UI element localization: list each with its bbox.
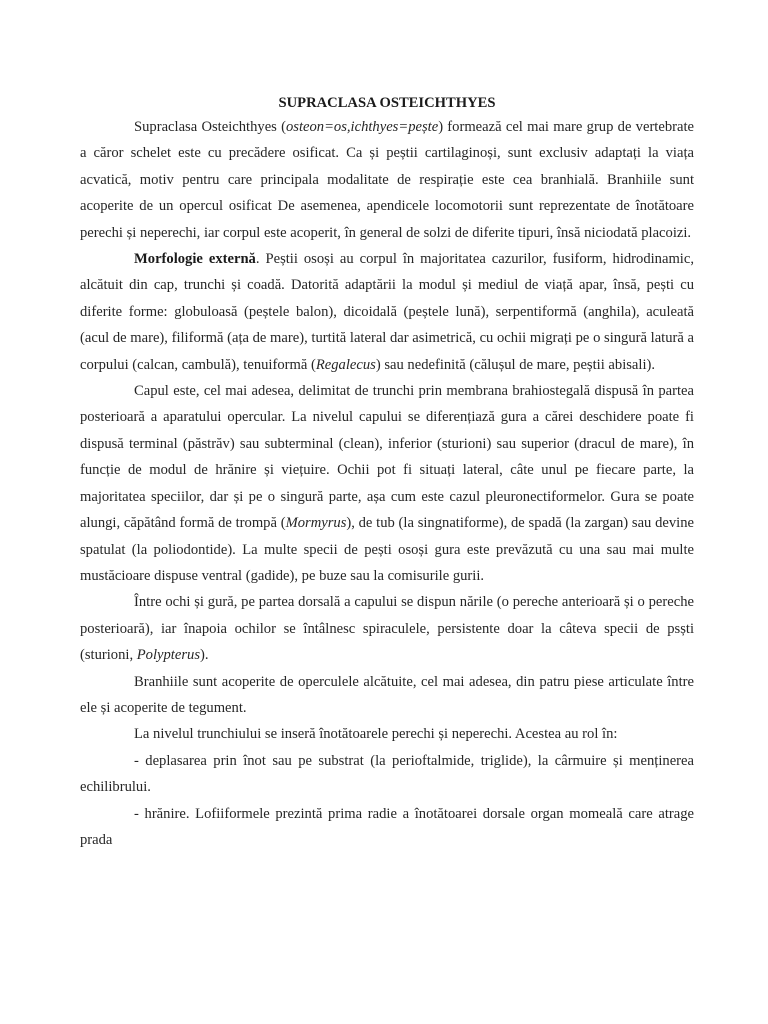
paragraph-external-morphology (80, 246, 694, 378)
document-title: SUPRACLASA OSTEICHTHYES (278, 95, 496, 111)
section-heading-morphology: Morfologie externă (134, 251, 256, 268)
text-run: Între ochi și gură, pe partea dorsală a capului se dispun nările (o pereche anterioară și o pereche posterioară), iar înapoia ochilor se întâlnesc spiraculele, persistente doar la câteva specii de psști (sturioni, (80, 594, 694, 664)
text-run: La nivelul trunchiului se inseră înotătoarele perechi și neperechi. Acestea au rol în: (134, 726, 618, 743)
list-item-locomotion (80, 748, 694, 801)
paragraph-nostrils (80, 589, 694, 668)
text-run: ) sau nedefinită (călușul de mare, peștii abisali). (375, 356, 656, 373)
text-run: Branhiile sunt acoperite de operculele alcătuite, cel mai adesea, din patru piese articulate între ele și acoperite de tegument. (80, 673, 694, 716)
text-run: - hrănire. Lofiiformele prezintă prima radie a înotătoarei dorsale organ momeală care atrage prada (80, 805, 694, 848)
taxon-italic: Polypterus (136, 647, 200, 664)
etymology-italic: osteon=os,ichthyes=pește (285, 119, 439, 135)
list-item-feeding (80, 801, 694, 854)
text-run: ), de tub (la singnatiforme), de spadă (la zargan) sau devine spatulat (la poliodontide). La multe specii de pești osoși gura este prevăzută cu una sau mai multe mustăcioare dispuse ventral (gadide), pe buze sau la comisurile gurii. (80, 515, 694, 584)
paragraph-intro (80, 114, 694, 246)
taxon-italic: Mormyrus (285, 515, 347, 532)
text-run: ) formează cel mai mare grup de vertebrate a căror schelet este cu precădere osificat. Ca și peștii cartilaginoși, sunt exclusiv adaptați la viața acvatică, motiv pentru care principala modalitate de respirație este cea branhială. Branhiile sunt acoperite de un opercul osificat De asemenea, apendicele locomotorii sunt reprezentate de înotătoare perechi și neperechi, iar corpul este acoperit, în general de solzi de diferite tipuri, însă niciodată placoizi. (80, 119, 695, 241)
text-run: ). (200, 647, 209, 664)
text-run: - deplasarea prin înot sau pe substrat (la perioftalmide, triglide), la cârmuire și menținerea echilibrului. (80, 752, 694, 796)
text-run: . Peștii osoși au corpul în majoritatea cazurilor, fusiform, hidrodinamic, alcătuit din cap, trunchi și coadă. Datorită adaptării la modul și mediul de viață apar, însă, pești cu diferite forme: globuloasă (peștele balon), dicoidală (peștele lună), serpentiformă (anghila), aculeată (acul de mare), filiformă (ața de mare), turtită lateral dar asimetrică, cu ochii migrați pe o singură latură a corpului (calcan, cambulă), tenuiformă ( (80, 251, 694, 373)
paragraph-head (80, 378, 694, 589)
document-page (80, 92, 694, 853)
taxon-italic: Regalecus (315, 356, 376, 373)
paragraph-gills (80, 669, 694, 722)
text-run: Capul este, cel mai adesea, delimitat de trunchi prin membrana brahiostegală dispusă în partea posterioară a aparatului opercular. La nivelul capului se diferențiază gura a cărei deschidere poate fi dispusă terminal (păstrăv) sau subterminal (clean), inferior (sturioni) sau superior (dracul de mare), în funcție de modul de hrănire și viețuire. Ochii pot fi situați lateral, câte unul pe fiecare parte, la majoritatea speciilor, dar și pe o singură parte, așa cum este cazul pleuronectiformelor. Gura se poate alungi, căpătând formă de trompă ( (80, 383, 694, 532)
paragraph-trunk (80, 721, 694, 747)
text-run: Supraclasa Osteichthyes ( (134, 119, 286, 135)
